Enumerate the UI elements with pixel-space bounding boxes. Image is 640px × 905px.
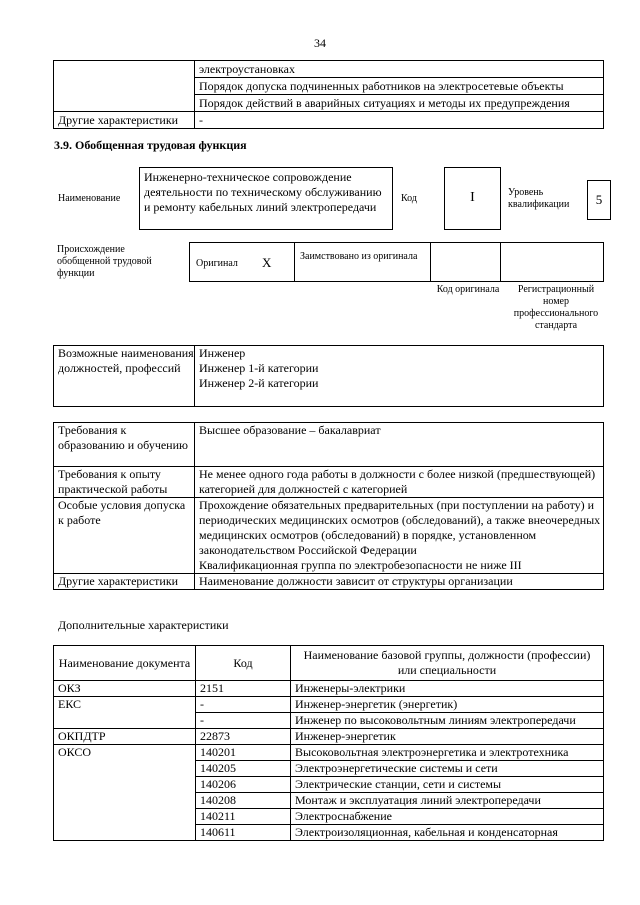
original-label: Оригинал bbox=[196, 258, 238, 269]
cell-code: 140208 bbox=[196, 793, 291, 809]
table-cell: Порядок действий в аварийных ситуациях и методы их предупреждения bbox=[195, 95, 604, 112]
table-row bbox=[54, 467, 604, 498]
cell-code: 140201 bbox=[196, 745, 291, 761]
cell-name: Инженер-энергетик bbox=[291, 729, 604, 745]
table-row bbox=[54, 112, 604, 129]
name-value: Инженерно-техническое сопровождение деятельности по техническому обслуживанию и ремонту кабельных линий электропередачи bbox=[139, 167, 393, 230]
table-cell: - bbox=[195, 112, 604, 129]
divider bbox=[430, 243, 431, 281]
cell-code: 140611 bbox=[196, 825, 291, 841]
cell-code: 22873 bbox=[196, 729, 291, 745]
cell-doc: ОКСО bbox=[54, 745, 196, 841]
position-item: Инженер bbox=[199, 346, 246, 360]
cell-doc: ОКЗ bbox=[54, 681, 196, 697]
cell-code: 140206 bbox=[196, 777, 291, 793]
table-cell: электроустановках bbox=[195, 61, 604, 78]
table-row bbox=[54, 681, 604, 697]
requirement-value: Не менее одного года работы в должности с более низкой (предшествующей) категорией для должностей с категорией bbox=[195, 467, 604, 498]
table-cell-label: Другие характеристики bbox=[54, 112, 195, 129]
cell-name: Высоковольтная электроэнергетика и электротехника bbox=[291, 745, 604, 761]
requirement-label: Другие характеристики bbox=[54, 574, 195, 590]
position-item: Инженер 2-й категории bbox=[199, 376, 319, 390]
requirements-table bbox=[53, 422, 604, 590]
requirement-text: Квалификационная группа по электробезопасности не ниже III bbox=[199, 558, 522, 572]
code-original-label: Код оригинала bbox=[436, 284, 500, 295]
table-row bbox=[54, 498, 604, 574]
position-item: Инженер 1-й категории bbox=[199, 361, 319, 375]
header-name: Наименование базовой группы, должности (профессии) или специальности bbox=[291, 646, 604, 681]
section-title: 3.9. Обобщенная трудовая функция bbox=[54, 138, 247, 152]
requirement-value: Высшее образование – бакалавриат bbox=[195, 423, 604, 467]
cell-code: - bbox=[196, 713, 291, 729]
origin-label: Происхождение обобщенной трудовой функции bbox=[57, 244, 152, 279]
cell-name: Инженер-энергетик (энергетик) bbox=[291, 697, 604, 713]
cell-code: 2151 bbox=[196, 681, 291, 697]
top-table bbox=[53, 60, 604, 129]
requirement-label: Особые условия допуска к работе bbox=[54, 498, 195, 574]
code-value: I bbox=[444, 167, 501, 230]
origin-box bbox=[189, 242, 604, 282]
level-value: 5 bbox=[587, 180, 611, 220]
page-number: 34 bbox=[314, 36, 326, 50]
divider bbox=[500, 243, 501, 281]
cell-code: - bbox=[196, 697, 291, 713]
table-row bbox=[54, 745, 604, 761]
borrowed-label: Заимствовано из оригинала bbox=[300, 251, 418, 262]
name-label: Наименование bbox=[58, 193, 121, 204]
level-label: Уровень квалификации bbox=[508, 187, 570, 210]
cell-doc: ЕКС bbox=[54, 697, 196, 729]
header-document: Наименование документа bbox=[54, 646, 196, 681]
table-row bbox=[54, 346, 604, 407]
positions-table bbox=[53, 345, 604, 407]
code-label: Код bbox=[401, 193, 417, 204]
positions-values bbox=[195, 346, 604, 407]
cell-doc: ОКПДТР bbox=[54, 729, 196, 745]
table-row bbox=[54, 423, 604, 467]
table-header-row bbox=[54, 646, 604, 681]
requirement-value bbox=[195, 498, 604, 574]
reg-number-label: Регистрационный номер профессионального стандарта bbox=[513, 284, 599, 331]
requirement-text: Прохождение обязательных предварительных (при поступлении на работу) и периодических медицинских осмотров (обследований), а также внеочередных медицинских осмотров (обследований) в порядке, установленном законодательством Российской Федерации bbox=[199, 498, 601, 557]
cell-name: Монтаж и эксплуатация линий электропередачи bbox=[291, 793, 604, 809]
cell-name: Электроэнергетические системы и сети bbox=[291, 761, 604, 777]
original-mark: X bbox=[262, 255, 272, 270]
additional-title: Дополнительные характеристики bbox=[58, 618, 229, 632]
table-row bbox=[54, 61, 604, 78]
cell-code: 140205 bbox=[196, 761, 291, 777]
table-row bbox=[54, 697, 604, 713]
divider bbox=[294, 243, 295, 281]
requirement-label: Требования к опыту практической работы bbox=[54, 467, 195, 498]
cell-name: Электроснабжение bbox=[291, 809, 604, 825]
cell-code: 140211 bbox=[196, 809, 291, 825]
header-code: Код bbox=[196, 646, 291, 681]
positions-label: Возможные наименования должностей, профессий bbox=[54, 346, 195, 407]
table-row bbox=[54, 729, 604, 745]
cell-name: Электроизоляционная, кабельная и конденсаторная bbox=[291, 825, 604, 841]
cell-name: Инженер по высоковольтным линиям электропередачи bbox=[291, 713, 604, 729]
requirement-value: Наименование должности зависит от структуры организации bbox=[195, 574, 604, 590]
table-row bbox=[54, 574, 604, 590]
table-cell: Порядок допуска подчиненных работников на электросетевые объекты bbox=[195, 78, 604, 95]
cell-name: Электрические станции, сети и системы bbox=[291, 777, 604, 793]
additional-table bbox=[53, 645, 604, 841]
table-cell-label bbox=[54, 61, 195, 112]
cell-name: Инженеры-электрики bbox=[291, 681, 604, 697]
requirement-label: Требования к образованию и обучению bbox=[54, 423, 195, 467]
